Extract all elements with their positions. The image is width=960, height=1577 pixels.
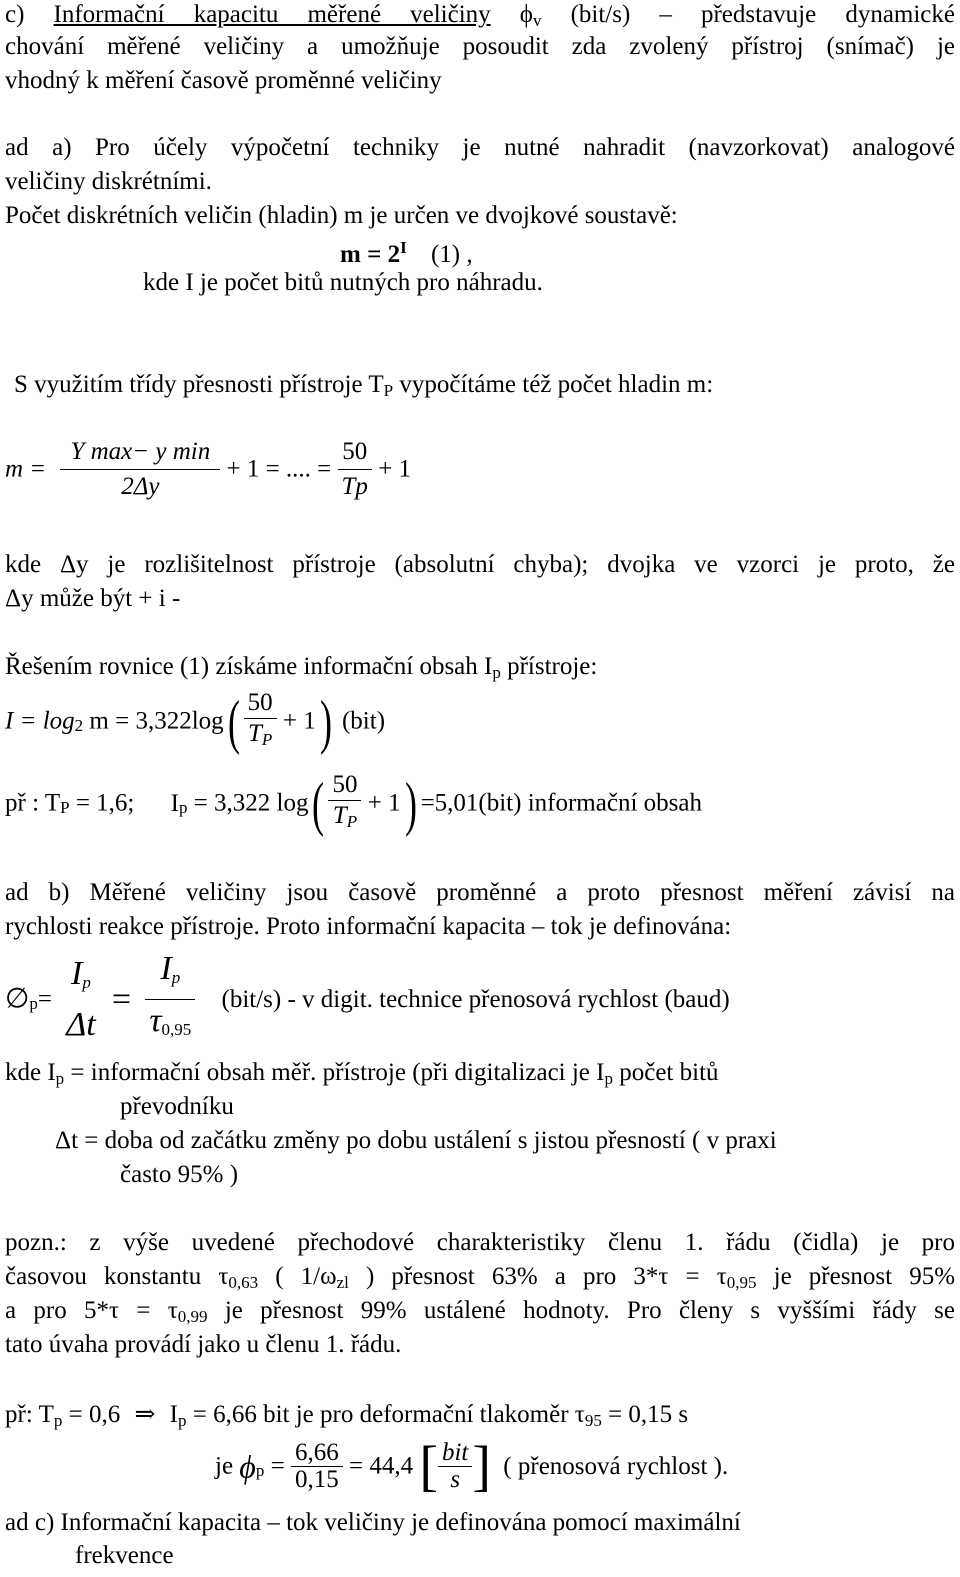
ex2-d-sub: 95: [584, 1411, 602, 1430]
ex1-frac: [328, 770, 361, 837]
pozn-line1: pozn.: z výše uvedené přechodové charakteristiky členu 1. řádu (čidla) je pro: [5, 1229, 955, 1256]
eq-m-den1: 2Δy: [121, 473, 160, 500]
ex1-eq: = 3,322 log: [193, 789, 309, 817]
eq-m-den2: Tp: [341, 473, 368, 500]
eq-m-num1: Y max− y min: [60, 435, 220, 470]
phi-den2-wrap: [145, 1000, 195, 1051]
bracket-left: [: [419, 1435, 438, 1498]
phi-num2-wrap: [145, 948, 195, 1000]
ad-a-line2: veličiny diskrétními.: [5, 168, 212, 195]
kde-ip-text-sub: p: [604, 1069, 613, 1088]
ex1-label-sub: P: [60, 798, 70, 818]
ad-a-line3: Počet diskrétních veličin (hladin) m je určen ve dvojkové soustavě:: [5, 202, 678, 229]
kde-ip-sub: p: [55, 1069, 65, 1088]
phi-p-sub: p: [29, 994, 38, 1014]
formula-m-2i: [340, 233, 473, 270]
c-prefix: c): [5, 1, 25, 28]
kde-ip-label: kde I: [5, 1059, 56, 1086]
delta-line2: Δy může být + i -: [5, 585, 181, 612]
ex2-a: př: T: [5, 1401, 54, 1428]
eq-I-frac: [244, 688, 277, 755]
ex2-num: 6,66: [291, 1440, 343, 1467]
pozn-l3-sub: 0,99: [177, 1307, 208, 1326]
paren-left: (: [227, 688, 240, 755]
ex1-val: = 1,6;: [75, 789, 135, 817]
c-line2: chování měřené veličiny a umožňuje posoudit zda zvolený přístroj (snímač) je: [5, 33, 955, 60]
eq-I-tail: + 1: [282, 707, 316, 735]
kde-dt-line2: často 95% ): [120, 1161, 239, 1188]
reseni-line: [5, 652, 597, 688]
ex1-result: =5,01(bit) informační obsah: [420, 789, 702, 817]
pozn-line3: [5, 1296, 955, 1332]
implies-arrow-icon: ⇒: [134, 1401, 156, 1428]
c-line3: vhodný k měření časově proměnné veličiny: [5, 67, 442, 94]
phi-symbol: ϕ: [519, 1, 533, 28]
ex1-label: př : T: [5, 789, 61, 817]
ad-a-line1: ad a) Pro účely výpočetní techniky je nutné nahradit (navzorkovat) analogové: [5, 134, 955, 161]
tp-after: vypočítáme též počet hladin m:: [399, 371, 714, 398]
ex2-phi: ϕ: [239, 1448, 256, 1485]
phi-num1-sub: p: [82, 973, 91, 992]
ex2-frac: [291, 1440, 343, 1493]
eq-m-mid: + 1 = .... =: [226, 455, 332, 483]
phi-frac1: [62, 953, 99, 1046]
eq-I-mid: m = 3,322log: [89, 707, 224, 735]
ex2-unit-num: bit: [438, 1440, 472, 1467]
ex2-je: je: [215, 1452, 234, 1480]
ad-c-line2: frekvence: [75, 1542, 174, 1569]
ex2-c: I: [169, 1401, 178, 1428]
kde-ip-text: = informační obsah měř. přístroje (při digitalizaci je I: [70, 1059, 605, 1086]
tp-before: S využitím třídy přesnosti přístroje T: [14, 371, 384, 398]
ex2-eq: =: [270, 1452, 285, 1480]
eq-I-lhs: I = log: [5, 707, 75, 735]
ex2-unit-den: s: [450, 1466, 461, 1493]
kde-ip-line2: převodníku: [120, 1093, 234, 1120]
ex1-den-sub: P: [346, 812, 358, 831]
formula-exp: I: [400, 238, 407, 257]
reseni-sub: p: [492, 663, 501, 682]
reseni-before: Řešením rovnice (1) získáme informační obsah I: [5, 653, 493, 680]
pozn-l3-b: je přesnost 99% ustálené hodnoty. Pro členy s vyššími řády se: [224, 1297, 955, 1324]
phi-p-symbol: ∅: [5, 983, 30, 1015]
eq-I-den-wrap: [244, 719, 277, 755]
phi-den2: τ: [149, 1002, 162, 1039]
eq-m-lhs: m =: [5, 455, 47, 483]
ad-b-line1: ad b) Měřené veličiny jsou časově proměnné a proto přesnost měření závisí na: [5, 879, 955, 906]
ad-a-line4: kde I je počet bitů nutných pro náhradu.: [143, 269, 543, 296]
eq-m-tail: + 1: [378, 455, 412, 483]
ex2-a-sub: p: [53, 1411, 63, 1430]
c-heading-line: [5, 0, 955, 36]
formula-ref: (1) ,: [430, 241, 473, 268]
c-rest: (bit/s) – představuje dynamické: [570, 1, 956, 28]
ex1-paren-left: (: [312, 770, 325, 837]
ex2-d: = 6,66 bit je pro deformační tlakoměr τ: [192, 1401, 585, 1428]
pozn-line2: [5, 1262, 955, 1298]
pozn-l3-a: a pro 5*τ = τ: [5, 1297, 178, 1324]
formula-lhs: m = 2: [340, 241, 401, 268]
ex1-tail: + 1: [367, 789, 401, 817]
ex2-c-sub: p: [177, 1411, 187, 1430]
eq-I-num: 50: [244, 688, 277, 719]
phi-num2: I: [160, 950, 172, 987]
tp-sentence: [14, 370, 713, 406]
ex1-num: 50: [328, 770, 361, 801]
ex2-eq2: = 44,4: [348, 1452, 414, 1480]
pozn-l2-sub3: 0,95: [726, 1273, 757, 1292]
ex1-den-wrap: [328, 801, 361, 837]
example1: [5, 770, 702, 837]
pozn-l2-sub2: zl: [336, 1273, 349, 1292]
eq-m-frac1: [60, 435, 220, 504]
phi-sub: v: [532, 11, 542, 30]
eq-I-log-sub: 2: [74, 716, 84, 736]
pozn-line4: tato úvaha provádí jako u členu 1. řádu.: [5, 1331, 402, 1358]
equation-I: [5, 688, 385, 755]
phi-den2-sub: 0,95: [161, 1020, 192, 1039]
ex1-ip-sub: p: [178, 798, 188, 818]
pozn-l2-d: je přesnost 95%: [773, 1263, 956, 1290]
phi-text: (bit/s) - v digit. technice přenosová rychlost (baud): [221, 985, 730, 1013]
ex2-phi-sub: p: [255, 1461, 265, 1481]
eq-I-den-sub: P: [261, 730, 273, 749]
phi-num1-wrap: [62, 953, 99, 1004]
eq-m-num2: 50: [338, 435, 372, 470]
ex2-e: = 0,15 s: [608, 1401, 689, 1428]
tp-sub: P: [383, 381, 394, 400]
phi-frac2: [145, 948, 195, 1051]
ad-c-line1: ad c) Informační kapacita – tok veličiny je definována pomocí maximální: [5, 1509, 741, 1536]
eq-I-den: T: [247, 720, 262, 747]
phi-p-eq: =: [37, 985, 52, 1013]
pozn-l2-a: časovou konstantu τ: [5, 1263, 229, 1290]
ad-b-line2: rychlosti reakce přístroje. Proto informační kapacita – tok je definována:: [5, 913, 732, 940]
kde-ip-line: [5, 1058, 719, 1094]
ex2-tail: ( přenosová rychlost ).: [503, 1452, 729, 1480]
ex1-ip: I: [170, 789, 179, 817]
eq-m-frac2: [338, 435, 372, 504]
phi-den1: Δt: [66, 1006, 96, 1043]
pozn-l2-b: ( 1/ω: [275, 1263, 337, 1290]
ex2-den: 0,15: [294, 1466, 339, 1493]
paren-right: ): [319, 688, 332, 755]
ex2-b: = 0,6: [68, 1401, 121, 1428]
reseni-after: přístroje:: [507, 653, 598, 680]
pozn-l2-c: ) přesnost 63% a pro 3*τ = τ: [365, 1263, 727, 1290]
ex2-unit-frac: [438, 1440, 472, 1493]
c-title: Informační kapacitu měřené veličiny: [53, 1, 491, 28]
delta-line1: kde Δy je rozlišitelnost přístroje (absolutní chyba); dvojka ve vzorci je proto, že: [5, 551, 955, 578]
bracket-right: ]: [472, 1435, 492, 1498]
kde-ip-text-end: počet bitů: [619, 1059, 719, 1086]
ex1-paren-right: ): [404, 770, 417, 837]
pozn-l2-sub1: 0,63: [228, 1273, 259, 1292]
kde-dt-line: Δt = doba od začátku změny po dobu ustálení s jistou přesností ( v praxi: [55, 1127, 777, 1154]
phi-eq2: =: [111, 980, 132, 1018]
example2-line1: [5, 1400, 688, 1436]
ex1-den: T: [332, 802, 347, 829]
example2-line2: [215, 1435, 729, 1498]
equation-m: [5, 435, 411, 504]
equation-phi: [5, 948, 730, 1051]
eq-I-unit: (bit): [341, 707, 386, 735]
phi-num2-sub: p: [171, 968, 181, 987]
phi-num1: I: [71, 955, 83, 992]
